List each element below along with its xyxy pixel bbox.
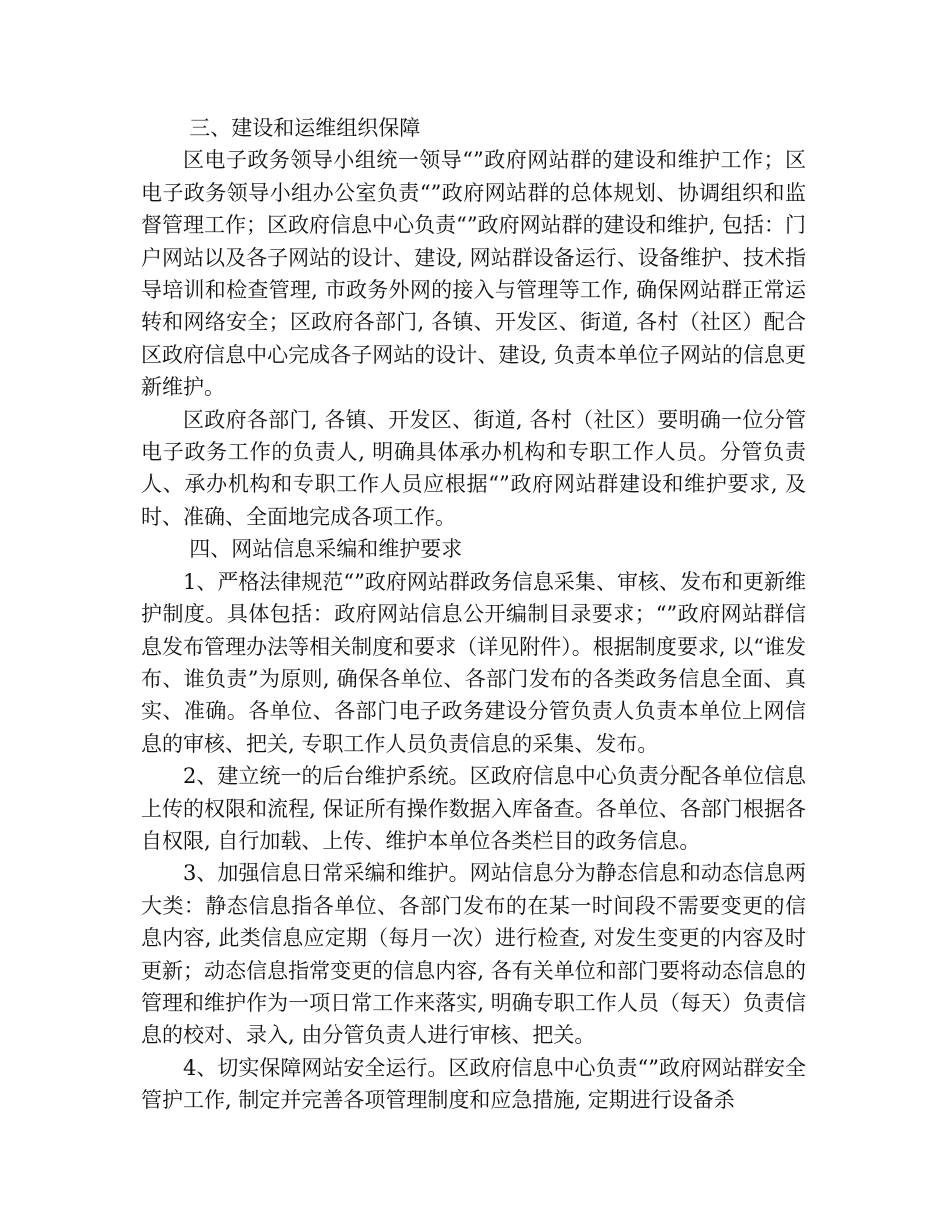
document-body [141,112,806,1117]
paragraph-item-3: 3、加强信息日常采编和维护。网站信息分为静态信息和动态信息两大类：静态信息指各单位、各部门发布的在某一时间段不需要变更的信息内容, 此类信息应定期（每月一次）进行检查, 对发生变更的内容及时更新；动态信息指常变更的信息内容, 各有关单位和部门要将动态信息的管理和维护作为一项日常工作来落实, 明确专职工作人员（每天）负责信息的校对、录入, 由分管负责人进行审核、把关。 [141,861,806,1048]
paragraph-organization-leadership: 区电子政务领导小组统一领导“”政府网站群的建设和维护工作；区电子政务领导小组办公室负责“”政府网站群的总体规划、协调组织和监督管理工作；区政府信息中心负责“”政府网站群的建设和维护, 包括：门户网站以及各子网站的设计、建设, 网站群设备运行、设备维护、技术指导培训和检查管理, 市政务外网的接入与管理等工作, 确保网站群正常运转和网络安全；区政府各部门, 各镇、开发区、街道, 各村（社区）配合区政府信息中心完成各子网站的设计、建设, 负责本单位子网站的信息更新维护。 [141,148,806,400]
section-heading-3: 三、建设和运维组织保障 [189,116,421,140]
paragraph-item-1: 1、严格法律规范“”政府网站群政务信息采集、审核、发布和更新维护制度。具体包括：政府网站信息公开编制目录要求；“”政府网站群信息发布管理办法等相关制度和要求（详见附件）。根据制度要求, 以“谁发布、谁负责”为原则, 确保各单位、各部门发布的各类政务信息全面、真实、准确。各单位、各部门电子政务建设分管负责人负责本单位上网信息的审核、把关, 专职工作人员负责信息的采集、发布。 [141,569,806,756]
paragraph-item-4: 4、切实保障网站安全运行。区政府信息中心负责“”政府网站群安全管护工作, 制定并完善各项管理制度和应急措施, 定期进行设备杀 [141,1055,806,1113]
section-heading-4: 四、网站信息采编和维护要求 [189,537,463,562]
paragraph-item-2: 2、建立统一的后台维护系统。区政府信息中心负责分配各单位信息上传的权限和流程, 保证所有操作数据入库备查。各单位、各部门根据各自权限, 自行加载、上传、维护本单位各类栏目的政务信息。 [141,764,806,853]
paragraph-department-responsibility: 区政府各部门, 各镇、开发区、街道, 各村（社区）要明确一位分管电子政务工作的负责人, 明确具体承办机构和专职工作人员。分管负责人、承办机构和专职工作人员应根据“”政府网站群建设和维护要求, 及时、准确、全面地完成各项工作。 [141,407,806,529]
